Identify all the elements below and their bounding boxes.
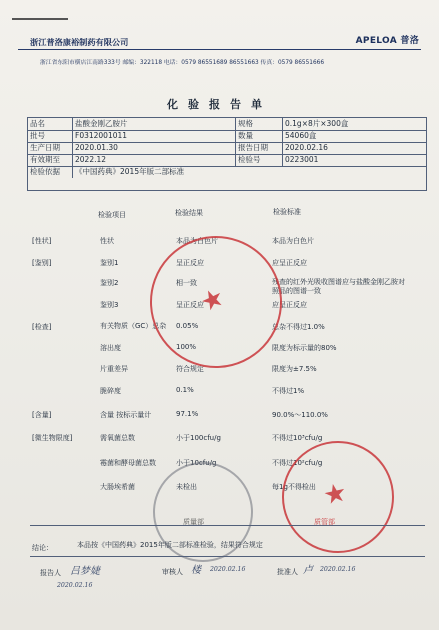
exp-value: 2022.12 [75, 155, 107, 164]
conclusion-rule-top [30, 525, 425, 526]
row-standard: 本品为白色片 [272, 237, 314, 245]
spec-value: 0.1g×8片×300盒 [285, 119, 349, 128]
row-standard: 不得过10³cfu/g [272, 434, 323, 442]
testno-value: 0223001 [285, 155, 319, 164]
qty-label: 数量 [238, 131, 253, 140]
row-standard: 总杂不得过1.0% [272, 323, 325, 331]
seal-star-icon: ★ [195, 281, 230, 319]
row-result: 呈正反应 [176, 259, 204, 267]
postcode: 邮编：322118 [122, 60, 163, 66]
row-item: 性状 [100, 237, 114, 245]
report-title: 化验报告单 [167, 98, 272, 111]
row-item: 鉴别1 [100, 259, 119, 267]
row-result: 小于10cfu/g [176, 459, 217, 467]
row-item: 鉴别2 [100, 279, 119, 287]
spec-label: 规格 [238, 119, 253, 128]
mfg-label: 生产日期 [30, 143, 60, 152]
row-result: 符合规定 [176, 365, 204, 373]
row-item: 大肠埃希菌 [100, 483, 135, 491]
row-category: [微生物限度] [32, 434, 73, 442]
seal-right-star-icon: ★ [320, 477, 350, 512]
approver-label: 批准人 [277, 568, 298, 576]
reviewer-label: 审核人 [162, 568, 183, 576]
approver-signature: 卢 [303, 565, 313, 576]
row-result: 相一致 [176, 279, 197, 287]
info-row [28, 166, 426, 190]
row-item: 脆碎度 [100, 387, 121, 395]
row-result: 0.05% [176, 322, 199, 330]
row-item: 需氧菌总数 [100, 434, 135, 442]
row-item: 鉴别3 [100, 301, 119, 309]
approver-date: 2020.02.16 [320, 566, 356, 573]
seal-right [272, 431, 405, 564]
reporter-date: 2020.02.16 [57, 582, 93, 589]
qty-value: 54060盒 [285, 131, 317, 140]
row-standard: 残查的红外光吸收图谱应与盐酸金刚乙胺对照品的图谱一致 [272, 278, 405, 295]
product-value: 盐酸金刚乙胺片 [75, 119, 128, 128]
row-result: 本品为白色片 [176, 237, 218, 245]
testno-label: 检验号 [238, 155, 261, 164]
row-result: 小于100cfu/g [176, 434, 221, 442]
reporter-label: 报告人 [40, 569, 61, 577]
row-standard: 应呈正反应 [272, 301, 307, 309]
row-item: 含量 按标示量计 [100, 411, 152, 419]
info-table [27, 117, 427, 191]
address: 浙江省东阳市横店江南路333号 [40, 60, 121, 66]
row-item: 溶出度 [100, 344, 121, 352]
row-item: 霉菌和酵母菌总数 [100, 459, 156, 467]
batch-label: 批号 [30, 131, 45, 140]
seal-right-text: 质管部 [314, 518, 335, 526]
brand-logo: APELOA 普洛 [355, 36, 419, 46]
product-label: 品名 [30, 119, 45, 128]
exp-label: 有效期至 [30, 155, 60, 164]
header-rule [18, 49, 421, 50]
reviewer-date: 2020.02.16 [210, 566, 246, 573]
row-item: 片重差异 [100, 365, 128, 373]
row-result: 97.1% [176, 410, 199, 418]
conclusion-text: 本品按《中国药典》2015年版二部标准检验，结果符合规定 [77, 541, 263, 549]
row-result: 100% [176, 343, 197, 351]
mfg-value: 2020.01.30 [75, 143, 118, 152]
row-result: 未检出 [176, 483, 197, 491]
reviewer-signature: 楼 [191, 565, 201, 576]
address-line [40, 57, 420, 66]
company-name: 浙江普洛康裕制药有限公司 [30, 37, 129, 47]
row-standard: 不得过10²cfu/g [272, 459, 323, 467]
row-standard: 90.0%～110.0% [272, 411, 328, 419]
row-result: 呈正反应 [176, 301, 204, 309]
basis-value: 《中国药典》2015年版二部标准 [75, 167, 185, 176]
row-category: [性状] [32, 237, 52, 245]
row-standard: 限度为标示量的80% [272, 344, 337, 352]
conclusion-rule-bottom [30, 556, 425, 557]
row-item: 有关物质（GC）总杂 [100, 322, 167, 330]
row-standard: 每1g不得检出 [272, 483, 316, 491]
conclusion-label: 结论： [32, 544, 53, 552]
report-date-label: 报告日期 [238, 143, 268, 152]
row-standard: 不得过1% [272, 387, 305, 395]
phone: 电话：0579 86551689 86551663 [163, 60, 259, 66]
row-category: [含量] [32, 411, 52, 419]
row-category: [检查] [32, 323, 52, 331]
reporter-signature: 吕梦婕 [70, 566, 100, 577]
batch-value: F0312001011 [75, 131, 128, 140]
row-result: 0.1% [176, 386, 194, 394]
row-standard: 应呈正反应 [272, 259, 307, 267]
col-result: 检验结果 [175, 209, 203, 217]
seal-left-text: 质量部 [183, 518, 204, 526]
col-item: 检验项目 [98, 211, 126, 219]
row-standard: 限度为±7.5% [272, 365, 317, 373]
report-date-value: 2020.02.16 [285, 143, 328, 152]
row-category: [鉴别] [32, 259, 52, 267]
basis-label: 检验依据 [30, 167, 60, 176]
top-mark [12, 18, 68, 20]
col-standard: 检验标准 [273, 208, 301, 216]
fax: 传真：0579 86551666 [260, 60, 325, 66]
